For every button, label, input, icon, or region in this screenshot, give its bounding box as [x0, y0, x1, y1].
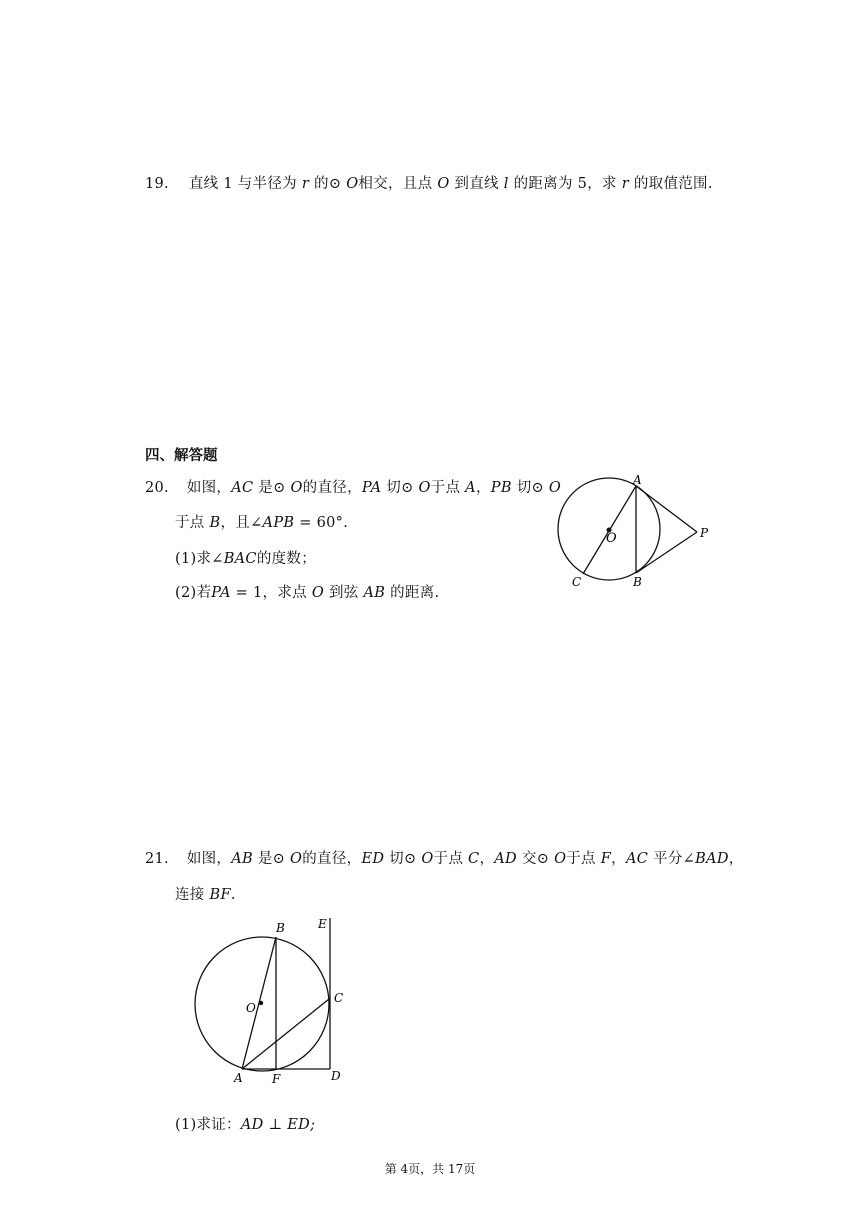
circle-symbol: ⊙	[403, 851, 417, 867]
math-var: PA	[361, 480, 382, 496]
label-f: F	[272, 1072, 281, 1086]
center-point	[259, 1001, 263, 1005]
text: 连接	[175, 887, 210, 903]
label-b: B	[633, 575, 642, 589]
text: 是	[253, 480, 274, 496]
label-e: E	[318, 917, 327, 931]
math-var: AC	[625, 851, 649, 867]
math-var: O	[290, 851, 303, 867]
text: ，	[475, 480, 491, 496]
math-var: O	[421, 851, 434, 867]
math-var: PB	[490, 480, 512, 496]
question-21-line1	[145, 849, 744, 869]
figure-q20-circle-tangents	[550, 468, 725, 593]
text: 于点	[433, 851, 469, 867]
text: 的距离为 5，求	[508, 176, 622, 192]
label-a: A	[633, 473, 642, 487]
text: 的直径，	[302, 480, 362, 496]
question-20-line2	[175, 513, 348, 533]
math-var: AB	[231, 851, 253, 867]
circle-symbol: ⊙	[272, 851, 286, 867]
text: 第	[384, 1162, 401, 1176]
text: 的取值范围.	[628, 176, 713, 192]
text: ，	[611, 851, 626, 867]
question-number: 19.	[145, 176, 169, 192]
page-footer	[0, 1160, 860, 1177]
circle-symbol: ⊙	[401, 480, 414, 496]
text: 的度数；	[256, 551, 317, 567]
circle-symbol: ⊙	[328, 176, 342, 192]
text: (1)求∠	[175, 551, 224, 567]
label-c: C	[334, 991, 344, 1005]
text: 于点	[566, 851, 601, 867]
math-var: F	[600, 851, 612, 867]
question-20-part2	[175, 583, 439, 603]
label-o: O	[246, 1001, 256, 1015]
math-var: O	[346, 176, 359, 192]
math-var: BF	[209, 887, 231, 903]
label-o: O	[606, 531, 617, 546]
text: ，	[728, 851, 744, 867]
math-var: AC	[231, 480, 254, 496]
math-var: O	[311, 585, 325, 601]
label-c: C	[572, 575, 582, 589]
math-var: BAC	[223, 551, 257, 567]
math-var: O	[437, 176, 450, 192]
text: 直线 1 与半径为	[188, 176, 302, 192]
text: 的直径，	[302, 851, 362, 867]
question-20-line1	[145, 478, 561, 498]
text: 到弦	[324, 585, 364, 601]
text: 平分∠	[648, 851, 696, 867]
text: 到直线	[449, 176, 504, 192]
text: 切	[381, 480, 402, 496]
text: ，	[479, 851, 495, 867]
text: 如图，	[186, 851, 232, 867]
text: 切	[511, 480, 532, 496]
question-19	[145, 174, 713, 194]
math-var: B	[209, 515, 221, 531]
text: 于点	[430, 480, 466, 496]
text: = 60°.	[294, 515, 349, 531]
tangent-pa	[636, 486, 697, 532]
math-var: r	[301, 176, 310, 192]
circle-symbol: ⊙	[536, 851, 550, 867]
math-var: C	[468, 851, 480, 867]
text: 是	[252, 851, 273, 867]
question-21-line2	[175, 885, 236, 905]
math-var: AB	[363, 585, 386, 601]
figure-q21-circle-tangent	[182, 912, 362, 1090]
page-number: 4	[400, 1162, 409, 1176]
math-var: O	[290, 480, 303, 496]
section-title: 四、解答题	[145, 448, 218, 464]
math-var: O	[554, 851, 567, 867]
label-d: D	[331, 1069, 341, 1083]
page-total: 17	[448, 1162, 464, 1176]
math-var: ED	[361, 851, 385, 867]
math-var: BAD	[695, 851, 729, 867]
math-var: r	[621, 176, 629, 192]
question-number: 21.	[145, 851, 169, 867]
math-expression: AD ⊥ ED;	[240, 1117, 316, 1133]
text: .	[230, 887, 236, 903]
label-a: A	[234, 1071, 243, 1085]
text: 页	[463, 1162, 476, 1176]
label-p: P	[700, 526, 709, 540]
text: 交	[516, 851, 537, 867]
question-number: 20.	[145, 480, 169, 496]
text: 切	[384, 851, 404, 867]
circle-symbol: ⊙	[273, 480, 286, 496]
question-20-part1	[175, 549, 316, 569]
text: (2)若	[175, 585, 212, 601]
math-var: O	[418, 480, 431, 496]
text: 的	[309, 176, 329, 192]
label-b: B	[276, 921, 285, 935]
math-var: PA	[211, 585, 231, 601]
tangent-pb	[636, 532, 697, 573]
circle-symbol: ⊙	[531, 480, 544, 496]
math-var: A	[465, 480, 476, 496]
math-var: APB	[262, 515, 295, 531]
question-21-part1	[175, 1115, 315, 1135]
math-var: l	[503, 176, 509, 192]
text: ，且∠	[220, 515, 263, 531]
text: (1)求证：	[175, 1117, 241, 1133]
math-var: AD	[494, 851, 517, 867]
text: 页，共	[408, 1162, 448, 1176]
text: 的距离.	[385, 585, 440, 601]
text: 于点	[175, 515, 210, 531]
text: 相交，且点	[358, 176, 438, 192]
text: 如图，	[186, 480, 232, 496]
text: = 1，求点	[230, 585, 312, 601]
math-var: O	[548, 480, 562, 496]
